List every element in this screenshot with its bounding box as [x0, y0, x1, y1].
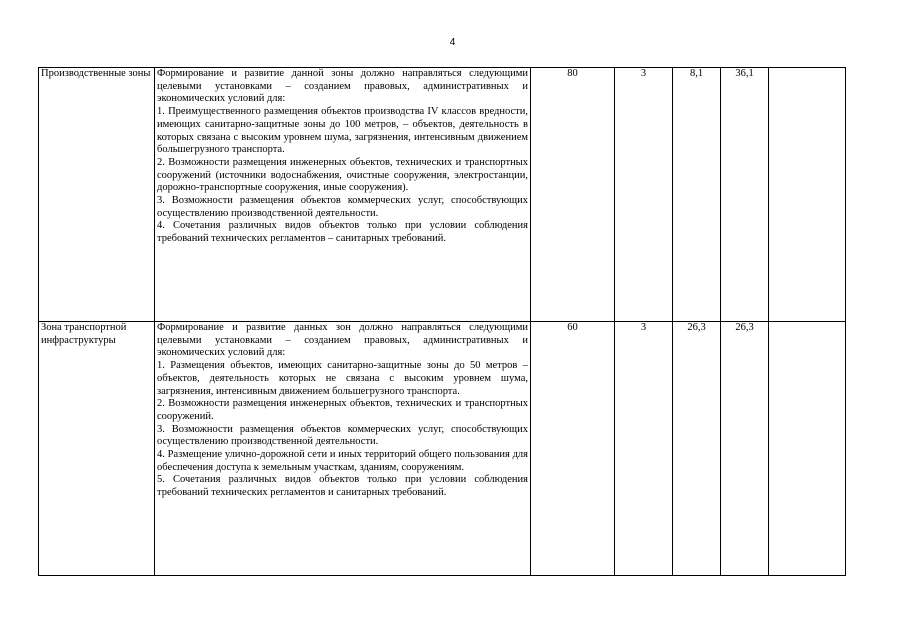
- description-paragraph: 4. Размещение улично-дорожной сети и иных территорий общего пользования для обеспечения доступа к земельным участкам, зданиям, сооружениям.: [157, 449, 528, 473]
- description-paragraph: 1. Преимущественного размещения объектов производства IV классов вредности, имеющих санитарно-защитные зоны до 100 метров, – объектов, деятельность в которых связана с высоким уровнем шума, загрязнения, интенсивным движением большегрузного транспорта.: [157, 106, 528, 156]
- description-paragraph: 2. Возможности размещения инженерных объектов, технических и транспортных сооружений (источники водоснабжения, очистные сооружения, электростанции, дорожно-транспортные сооружения, иные сооружения).: [157, 156, 528, 194]
- value-cell-3: 8,1: [673, 68, 721, 322]
- description-paragraph: Формирование и развитие данных зон должно направляться следующими целевыми установками – созданием правовых, административных и экономических условий для:: [157, 322, 528, 359]
- value-cell-1: 60: [531, 322, 615, 576]
- description-paragraph: 3. Возможности размещения объектов коммерческих услуг, способствующих осуществлению производственной деятельности.: [157, 195, 528, 219]
- page-number: 4: [449, 37, 456, 48]
- zones-table: [38, 67, 846, 576]
- description-paragraph: 1. Размещения объектов, имеющих санитарно-защитные зоны до 50 метров – объектов, деятельность которых не связана с высоким уровнем шума, загрязнения, интенсивным движением большегрузного транспорта.: [157, 360, 528, 397]
- zone-description-cell: [155, 68, 531, 322]
- description-paragraph: 4. Сочетания различных видов объектов только при условии соблюдения требований технических регламентов – санитарных требований.: [157, 220, 528, 245]
- value-cell-4: 36,1: [721, 68, 769, 322]
- description-paragraph: 3. Возможности размещения объектов коммерческих услуг, способствующих осуществлению производственной деятельности.: [157, 423, 528, 448]
- value-cell-5: [769, 68, 846, 322]
- table-row: [39, 322, 846, 576]
- table-row: [39, 68, 846, 322]
- zone-description-cell: [155, 322, 531, 576]
- description-paragraph: 2. Возможности размещения инженерных объектов, технических и транспортных сооружений.: [157, 398, 528, 422]
- zone-name-cell: Зона транспортной инфраструктуры: [39, 322, 155, 576]
- value-cell-1: 80: [531, 68, 615, 322]
- value-cell-2: 3: [615, 322, 673, 576]
- description-paragraph: 5. Сочетания различных видов объектов только при условии соблюдения требований технических регламентов и санитарных требований.: [157, 474, 528, 499]
- value-cell-5: [769, 322, 846, 576]
- value-cell-2: 3: [615, 68, 673, 322]
- value-cell-3: 26,3: [673, 322, 721, 576]
- zone-name-cell: Производственные зоны: [39, 68, 155, 322]
- value-cell-4: 26,3: [721, 322, 769, 576]
- description-paragraph: Формирование и развитие данной зоны должно направляться следующими целевыми установками – созданием правовых, административных и экономических условий для:: [157, 68, 528, 105]
